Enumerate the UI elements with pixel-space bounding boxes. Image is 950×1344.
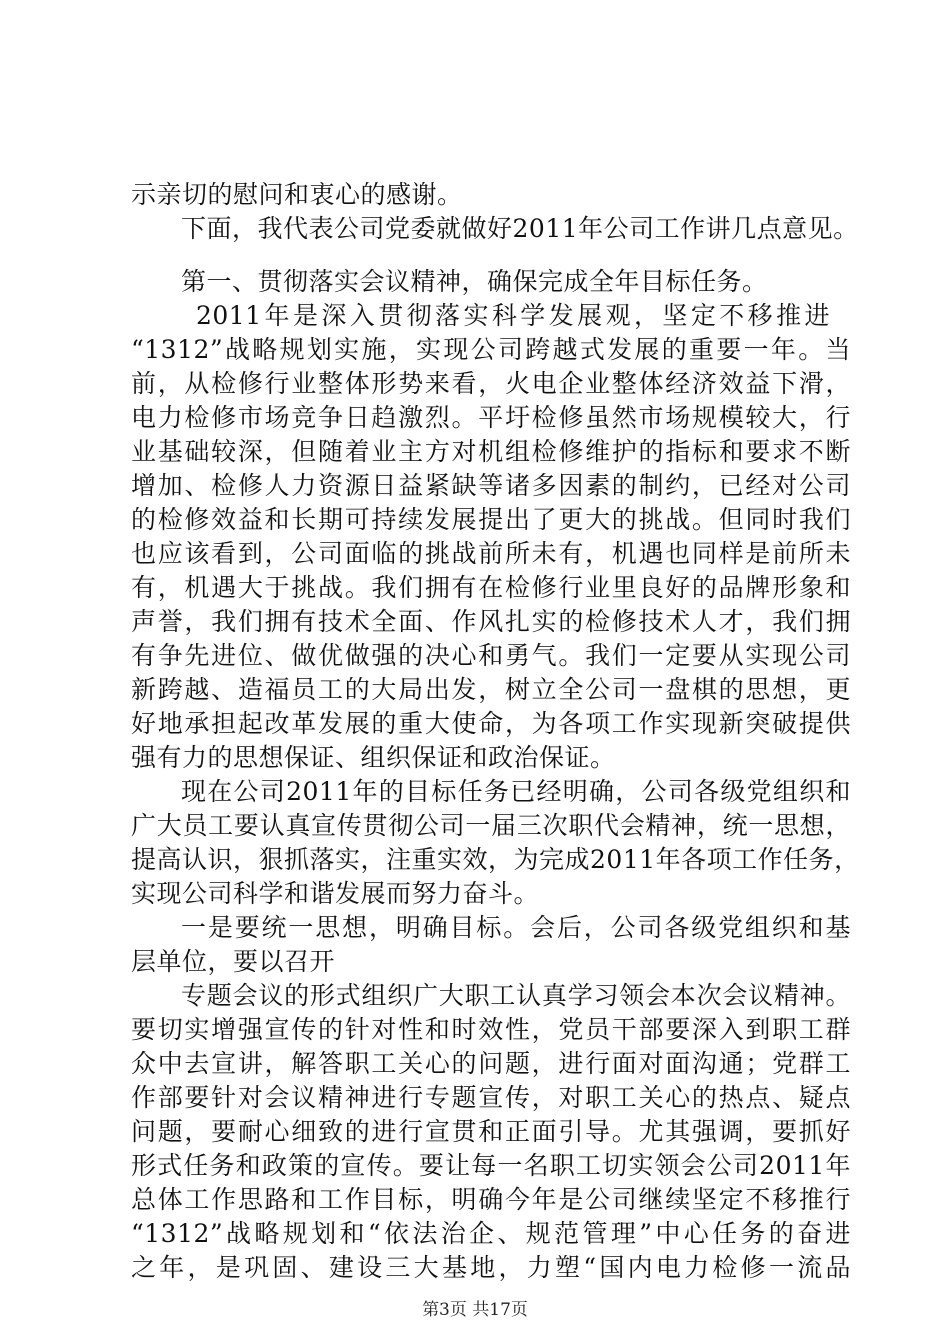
text-line: 众中去宣讲，解答职工关心的问题，进行面对面沟通；党群工	[131, 1049, 851, 1078]
text-line: 强有力的思想保证、组织保证和政治保证。	[131, 743, 616, 772]
text-line: 一是要统一思想，明确目标。会后，公司各级党组织和基	[181, 913, 851, 942]
text-line: 前，从检修行业整体形势来看，火电企业整体经济效益下滑，	[131, 369, 851, 398]
text-line: 有，机遇大于挑战。我们拥有在检修行业里良好的品牌形象和	[131, 573, 851, 602]
text-line: 广大员工要认真宣传贯彻公司一届三次职代会精神，统一思想，	[131, 811, 851, 840]
text-line: “1312”战略规划实施，实现公司跨越式发展的重要一年。当	[131, 335, 851, 364]
text-line: 声誉，我们拥有技术全面、作风扎实的检修技术人才，我们拥	[131, 607, 851, 636]
text-line: 增加、检修人力资源日益紧缺等诸多因素的制约，已经对公司	[131, 471, 851, 500]
text-line: 有争先进位、做优做强的决心和勇气。我们一定要从实现公司	[131, 641, 851, 670]
text-line: 业基础较深，但随着业主方对机组检修维护的指标和要求不断	[131, 437, 851, 466]
text-line: 也应该看到，公司面临的挑战前所未有，机遇也同样是前所未	[131, 539, 851, 568]
text-line: 作部要针对会议精神进行专题宣传，对职工关心的热点、疑点	[131, 1083, 851, 1112]
text-line: 示亲切的慰问和衷心的感谢。	[131, 180, 463, 209]
page-number-footer: 第3页 共17页	[422, 1300, 528, 1320]
text-line: 总体工作思路和工作目标，明确今年是公司继续坚定不移推行	[131, 1185, 851, 1214]
text-line: 电力检修市场竞争日趋激烈。平圩检修虽然市场规模较大，行	[131, 403, 851, 432]
text-line: 实现公司科学和谐发展而努力奋斗。	[131, 879, 540, 908]
text-line: 2011年是深入贯彻落实科学发展观，坚定不移推进	[196, 301, 830, 330]
text-line: 提高认识，狠抓落实，注重实效，为完成2011年各项工作任务，	[131, 845, 860, 874]
text-line: 下面，我代表公司党委就做好2011年公司工作讲几点意见。	[181, 214, 859, 243]
text-line: 问题，要耐心细致的进行宣贯和正面引导。尤其强调，要抓好	[131, 1117, 851, 1146]
section-heading: 第一、贯彻落实会议精神，确保完成全年目标任务。	[181, 267, 768, 296]
text-line: 的检修效益和长期可持续发展提出了更大的挑战。但同时我们	[131, 505, 851, 534]
text-line: 现在公司2011年的目标任务已经明确，公司各级党组织和	[181, 777, 851, 806]
text-line: 要切实增强宣传的针对性和时效性，党员干部要深入到职工群	[131, 1015, 851, 1044]
text-line: 层单位，要以召开	[131, 947, 336, 976]
text-line: 之年，是巩固、建设三大基地，力塑“国内电力检修一流品	[131, 1253, 851, 1282]
text-line: 好地承担起改革发展的重大使命，为各项工作实现新突破提供	[131, 709, 851, 738]
text-line: 形式任务和政策的宣传。要让每一名职工切实领会公司2011年	[131, 1151, 851, 1180]
text-line: “1312”战略规划和“依法治企、规范管理”中心任务的奋进	[131, 1219, 851, 1248]
text-line: 新跨越、造福员工的大局出发，树立全公司一盘棋的思想，更	[131, 675, 851, 704]
text-line: 专题会议的形式组织广大职工认真学习领会本次会议精神。	[181, 981, 851, 1010]
